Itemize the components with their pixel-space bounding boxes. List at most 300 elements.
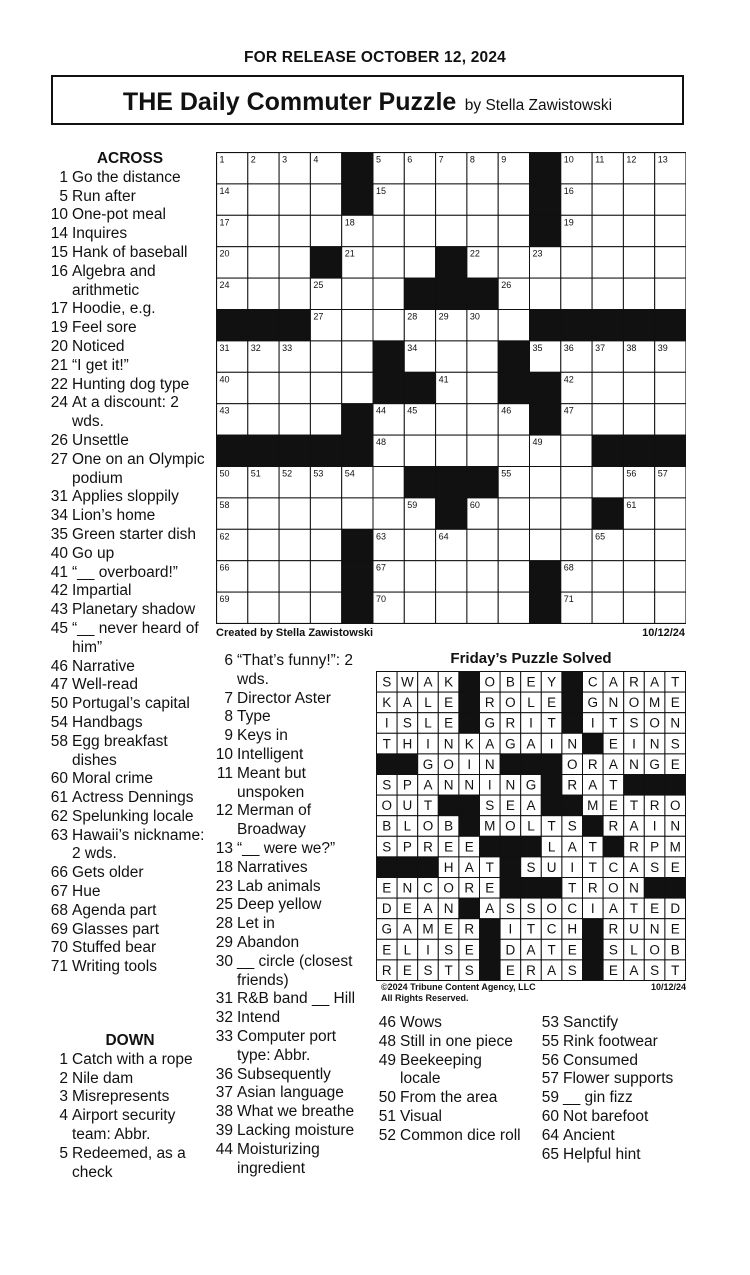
solution-letter: A [485, 736, 495, 752]
solution-letter: D [505, 942, 516, 958]
solution-letter: I [590, 901, 595, 917]
block-cell [342, 184, 373, 215]
solution-letter: T [526, 921, 536, 937]
clue-number: 5 [59, 187, 68, 205]
clue-number: 43 [50, 601, 68, 619]
grid-cell [498, 592, 529, 623]
solution-letter: A [608, 674, 618, 690]
clue-item [213, 1141, 365, 1179]
block-cell [342, 592, 373, 623]
cell-number: 3 [282, 154, 288, 165]
grid-cell [467, 435, 498, 466]
grid-cell [279, 278, 310, 309]
solution-letter: I [426, 942, 430, 958]
clue-text: At a discount: 2 wds. [72, 394, 179, 431]
solution-letter: I [508, 921, 513, 937]
clue-number: 58 [50, 732, 68, 750]
clue-number: 24 [50, 394, 68, 412]
solution-letter: S [423, 962, 433, 978]
grid-cell [310, 341, 341, 372]
clue-number: 35 [50, 525, 68, 543]
clue-text: Impartial [72, 582, 132, 600]
across-clues [50, 150, 210, 977]
solution-block [583, 816, 604, 837]
solution-letter: D [670, 901, 681, 917]
block-cell [498, 372, 529, 403]
block-cell [530, 184, 561, 215]
solution-block [541, 754, 562, 775]
clue-text: Narratives [237, 858, 308, 876]
solution-letter: T [547, 818, 556, 834]
clue-item [213, 990, 365, 1009]
grid-cell [498, 215, 529, 246]
solution-block [541, 795, 562, 816]
clue-item [213, 802, 365, 840]
grid-cell [342, 278, 373, 309]
solution-letter: M [587, 798, 599, 814]
clue-text: Portugal’s capital [72, 695, 190, 713]
solution-letter: E [382, 880, 392, 896]
clue-number: 20 [50, 337, 68, 355]
solution-letter: A [423, 777, 433, 793]
solution-letter: S [650, 859, 660, 875]
solution-block [665, 878, 686, 899]
clue-number: 46 [378, 1014, 396, 1031]
grid-cell [467, 529, 498, 560]
cell-number: 25 [313, 280, 324, 291]
solution-letter: R [505, 715, 516, 731]
clue-item [50, 1070, 210, 1089]
grid-cell [404, 561, 435, 592]
cell-number: 45 [407, 405, 418, 416]
clue-number: 67 [50, 883, 68, 901]
block-cell [310, 247, 341, 278]
clue-text: Intend [237, 1009, 281, 1027]
clue-number: 6 [224, 652, 233, 669]
cell-number: 47 [563, 405, 574, 416]
cell-number: 5 [376, 154, 382, 165]
solution-block [562, 692, 583, 713]
cell-number: 38 [626, 342, 637, 353]
grid-cell [655, 278, 686, 309]
clue-item [50, 958, 210, 977]
solution-block [583, 960, 604, 981]
clue-text: __ circle (closest friends) [237, 952, 353, 989]
solution-letter: B [382, 818, 392, 834]
block-cell [530, 592, 561, 623]
grid-cell [342, 310, 373, 341]
clue-text: Egg breakfast dishes [72, 732, 168, 769]
clue-item [50, 432, 210, 451]
clue-number: 30 [215, 952, 233, 970]
solution-letter: G [484, 715, 496, 731]
clue-item [50, 1088, 210, 1107]
solution-letter: N [443, 777, 454, 793]
cell-number: 35 [532, 342, 543, 353]
clue-number: 39 [215, 1121, 233, 1139]
clue-item [50, 206, 210, 225]
clue-text: Actress Dennings [72, 789, 194, 807]
grid-cell [248, 184, 279, 215]
solution-letter: T [671, 674, 680, 690]
solution-letter: T [547, 942, 556, 958]
solution-letter: T [629, 798, 639, 814]
clue-number: 36 [215, 1065, 233, 1083]
clue-item [213, 1122, 365, 1141]
clue-number: 9 [224, 727, 233, 745]
solution-block [480, 939, 501, 960]
clue-text: Well-read [72, 676, 139, 694]
clue-item [50, 300, 210, 319]
solution-letter: M [648, 695, 661, 711]
solution-letter: E [670, 921, 680, 937]
clue-text: “__ overboard!” [72, 563, 178, 581]
clue-item [539, 1127, 689, 1146]
clue-number: 28 [215, 915, 233, 933]
grid-cell [279, 184, 310, 215]
solution-letter: O [649, 942, 660, 958]
cell-number: 50 [219, 468, 230, 479]
clue-item [50, 545, 210, 564]
solution-block [521, 878, 542, 899]
grid-cell [373, 498, 404, 529]
clue-number: 29 [215, 933, 233, 951]
solution-letter: N [629, 756, 639, 772]
solution-block [644, 775, 665, 796]
grid-cell [467, 404, 498, 435]
solution-letter: S [382, 777, 392, 793]
solution-letter: N [649, 736, 660, 752]
solution-block [624, 775, 645, 796]
solution-letter: Y [547, 674, 557, 690]
solution-letter: S [485, 798, 495, 814]
solution-letter: S [629, 715, 639, 731]
solution-block [480, 960, 501, 981]
cell-number: 43 [219, 405, 230, 416]
cell-number: 62 [219, 531, 230, 542]
solution-letter: T [485, 859, 494, 875]
clue-text: Director Aster [237, 689, 331, 707]
cell-number: 53 [313, 468, 324, 479]
clue-text: “I get it!” [72, 356, 129, 374]
solution-letter: T [423, 798, 433, 814]
grid-cell [279, 372, 310, 403]
grid-cell [248, 529, 279, 560]
solution-letter: I [487, 777, 492, 793]
block-cell [436, 278, 467, 309]
clue-text: Subsequently [237, 1065, 331, 1083]
solution-block [500, 878, 521, 899]
grid-cell [404, 247, 435, 278]
cell-number: 2 [250, 154, 256, 165]
grid-cell [467, 215, 498, 246]
solution-letter: H [443, 859, 454, 875]
clue-text: R&B band __ Hill [237, 990, 356, 1008]
clue-text: Sanctify [563, 1014, 619, 1031]
solution-letter: E [444, 921, 454, 937]
block-cell [342, 435, 373, 466]
solution-letter: A [629, 859, 639, 875]
solution-block [459, 672, 480, 693]
grid-cell [498, 247, 529, 278]
clue-item [539, 1052, 689, 1071]
clue-item [213, 840, 365, 859]
cell-number: 1 [219, 154, 225, 165]
solution-block [459, 816, 480, 837]
grid-cell [279, 247, 310, 278]
cell-number: 22 [469, 248, 480, 259]
solution-letter: S [464, 962, 474, 978]
clue-item [213, 878, 365, 897]
clue-number: 50 [50, 695, 68, 713]
clue-item [539, 1089, 689, 1108]
cell-number: 8 [469, 154, 475, 165]
grid-cell [342, 372, 373, 403]
solution-block [583, 919, 604, 940]
clue-text: Not barefoot [563, 1107, 649, 1125]
block-cell [342, 529, 373, 560]
cell-number: 39 [657, 342, 668, 353]
clue-text: Flower supports [563, 1070, 674, 1088]
solution-letter: A [588, 777, 598, 793]
grid-cell [436, 184, 467, 215]
solution-letter: A [608, 756, 618, 772]
clue-item [50, 263, 210, 301]
grid-cell [436, 435, 467, 466]
solution-letter: B [505, 674, 515, 690]
clue-item [50, 789, 210, 808]
solution-letter: R [567, 777, 578, 793]
grid-cell [279, 561, 310, 592]
solution-letter: E [505, 798, 515, 814]
clue-item [213, 1084, 365, 1103]
copyright-line1: ©2024 Tribune Content Agency, LLC [381, 982, 536, 992]
grid-cell [592, 278, 623, 309]
solution-letter: B [670, 942, 680, 958]
clue-number: 1 [59, 168, 68, 186]
cell-number: 44 [376, 405, 387, 416]
solution-letter: N [608, 695, 619, 711]
across-heading: ACROSS [96, 150, 164, 167]
clue-number: 38 [215, 1103, 233, 1121]
solution-letter: M [484, 818, 496, 834]
clue-text: Intelligent [237, 745, 304, 763]
clue-number: 25 [215, 896, 233, 914]
clue-text: Lion’s home [72, 507, 156, 525]
clue-item [50, 451, 210, 489]
down-clues-col3 [376, 1014, 526, 1146]
block-cell [404, 372, 435, 403]
solution-letter: T [382, 736, 391, 752]
cell-number: 64 [438, 531, 449, 542]
grid-cell [655, 215, 686, 246]
solution-letter: S [526, 859, 536, 875]
solution-letter: L [424, 715, 432, 731]
grid-cell [436, 404, 467, 435]
clue-item [213, 859, 365, 878]
grid-cell [623, 529, 654, 560]
clue-text: Hank of baseball [72, 243, 188, 261]
solution-letter: T [629, 901, 639, 917]
clue-item [50, 526, 210, 545]
solution-letter: C [546, 921, 557, 937]
clue-item [213, 746, 365, 765]
cell-number: 26 [501, 280, 512, 291]
solution-letter: E [608, 962, 618, 978]
clue-number: 68 [50, 901, 68, 919]
clue-number: 18 [215, 858, 233, 876]
grid-cell [310, 498, 341, 529]
solution-letter: A [485, 901, 495, 917]
grid-cell [467, 592, 498, 623]
clue-item [50, 695, 210, 714]
solution-letter: S [505, 901, 515, 917]
grid-cell [498, 529, 529, 560]
clue-number: 26 [50, 431, 68, 449]
solution-letter: A [423, 901, 433, 917]
block-cell [404, 278, 435, 309]
solution-letter: O [546, 901, 557, 917]
clue-text: Spelunking locale [72, 807, 194, 825]
block-cell [342, 561, 373, 592]
grid-cell [310, 561, 341, 592]
solution-block [438, 795, 459, 816]
clue-text: Unsettle [72, 431, 129, 449]
solution-letter: T [588, 859, 597, 875]
byline: by Stella Zawistowski [464, 97, 613, 114]
clue-text: Misrepresents [72, 1088, 170, 1106]
clue-number: 50 [378, 1089, 396, 1107]
cell-number: 21 [344, 248, 355, 259]
clue-text: From the area [400, 1089, 498, 1107]
block-cell [592, 310, 623, 341]
grid-cell [310, 529, 341, 560]
clue-number: 16 [50, 262, 68, 280]
clue-text: Feel sore [72, 319, 137, 337]
grid-cell [655, 372, 686, 403]
solution-letter: I [632, 736, 636, 752]
clue-text: Merman of Broadway [237, 802, 312, 839]
solution-letter: P [650, 839, 660, 855]
clue-number: 11 [216, 764, 233, 782]
solution-letter: G [381, 921, 393, 937]
solution-letter: T [547, 715, 556, 731]
down-heading: DOWN [105, 1032, 155, 1049]
clue-number: 4 [59, 1107, 68, 1125]
grid-cell [655, 184, 686, 215]
cell-number: 71 [563, 594, 574, 605]
down-clues-col1 [50, 1032, 210, 1182]
solution-letter: L [630, 942, 638, 958]
cell-number: 30 [469, 311, 480, 322]
cell-number: 70 [376, 594, 387, 605]
grid-cell [623, 215, 654, 246]
block-cell [217, 310, 248, 341]
solution-letter: E [382, 942, 392, 958]
grid-cell [373, 310, 404, 341]
clue-item [50, 864, 210, 883]
solution-letter: G [505, 736, 516, 752]
clue-text: Agenda part [72, 901, 157, 919]
cell-number: 18 [344, 217, 355, 228]
clue-text: Lab animals [237, 877, 321, 895]
clue-item [50, 921, 210, 940]
block-cell [561, 310, 592, 341]
clue-number: 66 [50, 864, 68, 882]
grid-cell [592, 215, 623, 246]
cell-number: 24 [219, 280, 230, 291]
solution-letter: S [567, 818, 577, 834]
cell-number: 20 [219, 248, 230, 259]
clue-text: Nile dam [72, 1069, 134, 1087]
cell-number: 37 [595, 342, 606, 353]
clue-text: Writing tools [72, 958, 157, 976]
clue-number: 55 [541, 1032, 559, 1050]
clue-item [50, 582, 210, 601]
cell-number: 61 [626, 499, 637, 510]
grid-cell [248, 498, 279, 529]
solution-letter: K [382, 695, 392, 711]
clue-item [213, 915, 365, 934]
clue-text: Redeemed, as a check [72, 1144, 186, 1181]
clue-text: Noticed [72, 337, 125, 355]
clue-item [213, 708, 365, 727]
clue-number: 2 [59, 1069, 68, 1087]
clue-number: 40 [50, 544, 68, 562]
grid-cell [310, 404, 341, 435]
clue-text: Moral crime [72, 770, 153, 788]
clue-item [50, 733, 210, 771]
solution-block [541, 775, 562, 796]
clue-text: Consumed [563, 1051, 638, 1069]
solution-letter: A [608, 901, 618, 917]
solution-letter: T [671, 962, 680, 978]
clue-number: 14 [50, 225, 68, 243]
grid-cell [655, 404, 686, 435]
cell-number: 57 [657, 468, 668, 479]
clue-item [376, 1108, 526, 1127]
solution-letter: R [484, 695, 495, 711]
solution-letter: E [547, 695, 557, 711]
solution-letter: S [670, 736, 680, 752]
solution-letter: R [629, 674, 639, 690]
solution-letter: O [505, 818, 516, 834]
clue-text: What we breathe [237, 1103, 355, 1121]
solution-letter: T [568, 880, 577, 896]
clue-number: 47 [50, 676, 68, 694]
clue-number: 13 [215, 839, 233, 857]
clue-text: Airport security team: Abbr. [72, 1107, 176, 1143]
grid-cell [310, 215, 341, 246]
solution-letter: E [485, 880, 495, 896]
clue-text: Handbags [72, 713, 143, 731]
cell-number: 23 [532, 248, 543, 259]
clue-text: Keys in [237, 727, 288, 745]
crossword-grid [216, 152, 686, 624]
grid-cell [655, 529, 686, 560]
solution-letter: E [526, 674, 536, 690]
block-cell [248, 310, 279, 341]
cell-number: 36 [563, 342, 574, 353]
solution-letter: B [444, 818, 454, 834]
solution-letter: K [464, 736, 474, 752]
clue-text: Asian language [237, 1084, 344, 1102]
solution-block [541, 878, 562, 899]
grid-cell [404, 215, 435, 246]
grid-cell [592, 184, 623, 215]
solution-letter: N [670, 818, 681, 834]
clue-text: Green starter dish [72, 525, 197, 543]
